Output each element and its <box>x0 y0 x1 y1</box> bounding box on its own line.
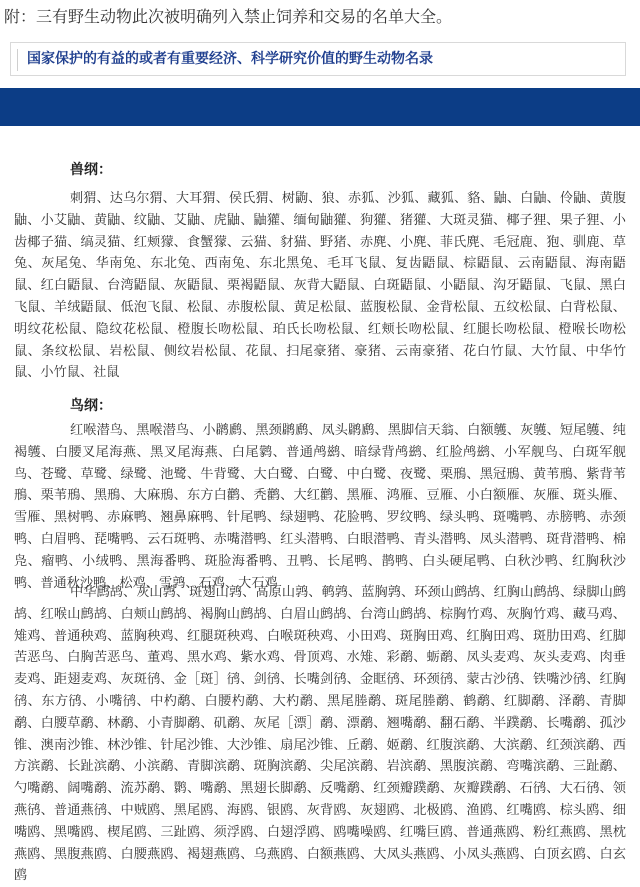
intro-note: 附：三有野生动物此次被明确列入禁止饲养和交易的名单大全。 <box>4 7 453 26</box>
list-title-box <box>10 42 626 76</box>
section-label-mammals: 兽纲： <box>70 162 112 178</box>
blue-banner <box>0 88 640 126</box>
birds-list-part2: 中华鹧鸪、灰山鹑、斑翅山鹑、高原山鹑、鹌鹑、蓝胸鹑、环颈山鹧鸪、红胸山鹧鸪、绿脚山鹧鸪、红喉山鹧鸪、白颊山鹧鸪、褐胸山鹧鸪、白眉山鹧鸪、台湾山鹧鸪、棕胸竹鸡、灰胸竹鸡、藏马鸡、雉鸡、普通秧鸡、蓝胸秧鸡、红腿斑秧鸡、白喉斑秧鸡、小田鸡、斑胸田鸡、红胸田鸡、斑肋田鸡、红脚苦恶鸟、白胸苦恶鸟、董鸡、黑水鸡、紫水鸡、骨顶鸡、水雉、彩鹬、蛎鹬、凤头麦鸡、灰头麦鸡、肉垂麦鸡、距翅麦鸡、灰斑鸻、金［斑］鸻、剑鸻、长嘴剑鸻、金眶鸻、环颈鸻、蒙古沙鸻、铁嘴沙鸻、红胸鸻、东方鸻、小嘴鸻、中杓鹬、白腰杓鹬、大杓鹬、黑尾塍鹬、斑尾塍鹬、鹤鹬、红脚鹬、泽鹬、青脚鹬、白腰草鹬、林鹬、小青脚鹬、矶鹬、灰尾［漂］鹬、漂鹬、翘嘴鹬、翻石鹬、半蹼鹬、长嘴鹬、孤沙锥、澳南沙锥、林沙锥、针尾沙锥、大沙锥、扇尾沙锥、丘鹬、姬鹬、红腹滨鹬、大滨鹬、红颈滨鹬、西方滨鹬、长趾滨鹬、小滨鹬、青脚滨鹬、斑胸滨鹬、尖尾滨鹬、岩滨鹬、黑腹滨鹬、弯嘴滨鹬、三趾鹬、勺嘴鹬、阔嘴鹬、流苏鹬、鹮、嘴鹬、黑翅长脚鹬、反嘴鹬、红颈瓣蹼鹬、灰瓣蹼鹬、石鸻、大石鸻、领燕鸻、普通燕鸻、中贼鸥、黑尾鸥、海鸥、银鸥、灰背鸥、灰翅鸥、北极鸥、渔鸥、红嘴鸥、棕头鸥、细嘴鸥、黑嘴鸥、楔尾鸥、三趾鸥、须浮鸥、白翅浮鸥、鸥嘴噪鸥、红嘴巨鸥、普通燕鸥、粉红燕鸥、黑枕燕鸥、黑腹燕鸥、白腰燕鸥、褐翅燕鸥、乌燕鸥、白额燕鸥、大凤头燕鸥、小凤头燕鸥、白顶玄鸥、白玄鸥 <box>14 585 626 884</box>
title-divider <box>17 49 18 71</box>
section-label-birds: 鸟纲： <box>70 398 112 414</box>
birds-list-part1: 红喉潜鸟、黑喉潜鸟、小䴙䴘、黑颈䴙䴘、凤头䴙䴘、黑脚信天翁、白额鹱、灰鹱、短尾鹱、纯褐鹱、白腰叉尾海燕、黑叉尾海燕、白尾鹲、普通鸬鹚、暗绿背鸬鹚、红脸鸬鹚、小军舰鸟、白斑军舰鸟、苍鹭、草鹭、绿鹭、池鹭、牛背鹭、大白鹭、白鹭、中白鹭、夜鹭、栗鳽、黑冠鳽、黄苇鳽、紫背苇鳽、栗苇鳽、黑鳽、大麻鳽、东方白鹳、秃鹳、大红鹳、黑雁、鸿雁、豆雁、小白额雁、灰雁、斑头雁、雪雁、黑树鸭、赤麻鸭、翘鼻麻鸭、针尾鸭、绿翅鸭、花脸鸭、罗纹鸭、绿头鸭、斑嘴鸭、赤膀鸭、赤颈鸭、白眉鸭、琵嘴鸭、云石斑鸭、赤嘴潜鸭、红头潜鸭、白眼潜鸭、青头潜鸭、凤头潜鸭、斑背潜鸭、棉凫、瘤鸭、小绒鸭、黑海番鸭、斑脸海番鸭、丑鸭、长尾鸭、鹊鸭、白头硬尾鸭、白秋沙鸭、红胸秋沙鸭、普通秋沙鸭、松鸡、雪鹑、石鸡、大石鸡 <box>14 423 626 591</box>
list-title: 国家保护的有益的或者有重要经济、科学研究价值的野生动物名录 <box>27 51 433 67</box>
mammals-list: 刺猬、达乌尔猬、大耳猬、侯氏猬、树鼩、狼、赤狐、沙狐、藏狐、貉、鼬、白鼬、伶鼬、黄腹鼬、小艾鼬、黄鼬、纹鼬、艾鼬、虎鼬、鼬獾、缅甸鼬獾、狗獾、猪獾、大斑灵猫、椰子狸、果子狸、小齿椰子猫、缟灵猫、红颊獴、食蟹獴、云猫、豺猫、野猪、赤麂、小麂、菲氏麂、毛冠鹿、狍、驯鹿、草兔、灰尾兔、华南兔、东北兔、西南兔、东北黑兔、毛耳飞鼠、复齿鼯鼠、棕鼯鼠、云南鼯鼠、海南鼯鼠、红白鼯鼠、台湾鼯鼠、灰鼯鼠、栗褐鼯鼠、灰背大鼯鼠、白斑鼯鼠、小鼯鼠、沟牙鼯鼠、飞鼠、黑白飞鼠、羊绒鼯鼠、低泡飞鼠、松鼠、赤腹松鼠、黄足松鼠、蓝腹松鼠、金背松鼠、五纹松鼠、白背松鼠、明纹花松鼠、隐纹花松鼠、橙腹长吻松鼠、珀氏长吻松鼠、红颊长吻松鼠、红腿长吻松鼠、橙喉长吻松鼠、条纹松鼠、岩松鼠、侧纹岩松鼠、花鼠、扫尾豪猪、豪猪、云南豪猪、花白竹鼠、大竹鼠、中华竹鼠、小竹鼠、社鼠 <box>14 191 626 381</box>
